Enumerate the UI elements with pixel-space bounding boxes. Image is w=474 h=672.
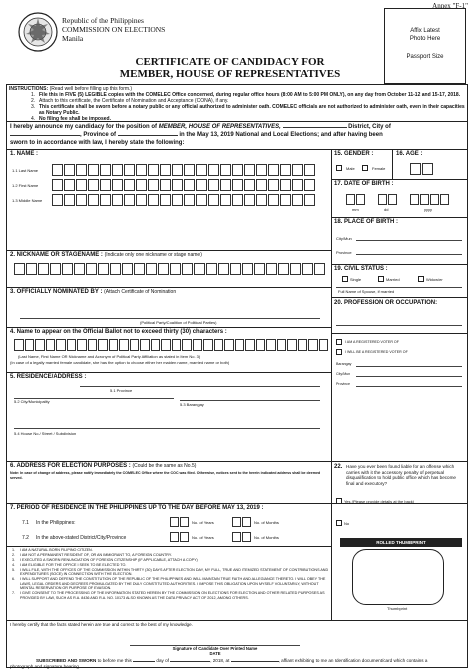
character-box[interactable] <box>35 339 45 351</box>
period-ph-years-field[interactable] <box>170 517 190 527</box>
oath-item: 5. I WILL FILE, WITH THE OFFICES OF THE COMMISSION WITHIN THIRTY (30) DAYS AFTER ELECTION DAY, MY FULL, TRUE AND ITEMIZED STATEMENT OF CONTRIBUTIONS AND EXPENDITURES (SOCE) IN CONNECTION WITH THE ELECTION. <box>12 568 329 577</box>
nickname-label: 2. NICKNAME OR STAGENAME : (Indicate only one nickname or stage name) <box>10 252 202 258</box>
character-box[interactable] <box>268 164 279 176</box>
character-box[interactable] <box>196 179 207 191</box>
q22-no-label: No <box>344 521 350 526</box>
character-box[interactable] <box>208 179 219 191</box>
first-name-field[interactable] <box>52 179 316 191</box>
character-box[interactable] <box>170 517 179 527</box>
character-box[interactable] <box>378 194 387 205</box>
married-checkbox[interactable] <box>378 276 384 282</box>
election-address-label: 6. ADDRESS FOR ELECTION PURPOSES : (Could be the same as No.5) <box>10 463 197 469</box>
character-box[interactable] <box>430 194 439 205</box>
title-line-2: MEMBER, HOUSE OF REPRESENTATIVES <box>119 68 341 80</box>
date-caption: DATE <box>209 651 221 656</box>
instr-num: 3. <box>31 104 36 110</box>
photo-box <box>384 8 466 84</box>
q22-yes-checkbox[interactable] <box>336 498 342 504</box>
character-box[interactable] <box>52 194 63 206</box>
character-box[interactable] <box>100 194 111 206</box>
middle-name-field[interactable] <box>52 194 316 206</box>
character-box[interactable] <box>304 179 315 191</box>
character-box[interactable] <box>203 339 213 351</box>
character-box[interactable] <box>232 194 243 206</box>
character-box[interactable] <box>124 164 135 176</box>
oath-item: 1. I AM A NATURAL BORN FILIPINO CITIZEN. <box>12 548 93 552</box>
character-box[interactable] <box>302 263 313 275</box>
age-label: 16. AGE : <box>396 151 423 157</box>
ballot-note: (In case of a legally married female candidate, she has the option to choose either her maiden name, married name or both) <box>10 360 230 365</box>
character-box[interactable] <box>242 263 253 275</box>
house-label: 5.4 House No./ Street / Subdivision <box>14 431 77 436</box>
character-box[interactable] <box>232 179 243 191</box>
character-box[interactable] <box>172 194 183 206</box>
last-name-field[interactable] <box>52 164 316 176</box>
voter-province-label: Province <box>336 382 350 386</box>
character-box[interactable] <box>98 339 108 351</box>
female-label: Female <box>372 166 386 171</box>
character-box[interactable] <box>220 179 231 191</box>
instr-num: 2. <box>31 98 36 104</box>
age-field[interactable] <box>410 163 434 175</box>
spouse-label: Full Name of Spouse, if married <box>338 289 395 294</box>
voter-barangay-label: Barangay <box>336 362 352 366</box>
character-box[interactable] <box>232 532 241 542</box>
character-box[interactable] <box>140 339 150 351</box>
character-box[interactable] <box>256 194 267 206</box>
thumbprint-box[interactable] <box>352 549 444 605</box>
comelec-seal <box>18 12 58 52</box>
character-box[interactable] <box>184 194 195 206</box>
character-box[interactable] <box>38 263 49 275</box>
character-box[interactable] <box>244 164 255 176</box>
character-box[interactable] <box>64 179 75 191</box>
character-box[interactable] <box>244 194 255 206</box>
character-box[interactable] <box>214 339 224 351</box>
character-box[interactable] <box>224 339 234 351</box>
pob-label: 18. PLACE OF BIRTH : <box>334 219 399 225</box>
character-box[interactable] <box>268 179 279 191</box>
character-box[interactable] <box>220 194 231 206</box>
character-box[interactable] <box>134 263 145 275</box>
period-district-months-field[interactable] <box>232 532 252 542</box>
character-box[interactable] <box>161 339 171 351</box>
sworn-text: SUBSCRIBED AND SWORN to before me this day of , 2018, at , affiant exhibiting to me an Identification document/card which contains a photograph and signature bearing <box>10 658 428 669</box>
instruction-3: This certificate shall be sworn before a notary public or any official authorized to administer oath. COMELEC officials are not authorized to administer oath, even in their capacities as Notary Public. <box>39 104 465 116</box>
character-box[interactable] <box>292 164 303 176</box>
period-ph-months-field[interactable] <box>232 517 252 527</box>
character-box[interactable] <box>304 164 315 176</box>
period-district-label: In the above-stated District/City/Province <box>36 535 127 541</box>
instructions-note: (Read well before filling up this form.) <box>49 86 133 92</box>
dob-label: 17. DATE OF BIRTH : <box>334 181 394 187</box>
character-box[interactable] <box>98 263 109 275</box>
character-box[interactable] <box>77 339 87 351</box>
widow-checkbox[interactable] <box>418 276 424 282</box>
announce-text-5: sworn to in accordance with law, I hereby state the following: <box>10 140 185 146</box>
voter-label-2: I WILL BE A REGISTERED VOTER OF <box>345 350 408 354</box>
character-box[interactable] <box>356 194 365 205</box>
pob-city-label: City/Mun <box>336 236 352 241</box>
oath-item: 4. I AM ELIGIBLE FOR THE OFFICE I SEEK TO BE ELECTED TO. <box>12 563 127 567</box>
character-box[interactable] <box>292 179 303 191</box>
character-box[interactable] <box>230 263 241 275</box>
dob-month-field[interactable] <box>346 194 366 205</box>
character-box[interactable] <box>298 339 308 351</box>
character-box[interactable] <box>100 164 111 176</box>
character-box[interactable] <box>148 194 159 206</box>
civil-status-label: 19. CIVIL STATUS : <box>334 266 388 272</box>
period-ph-label: In the Philippines: <box>36 520 76 526</box>
gender-label: 15. GENDER : <box>334 151 374 157</box>
oath-item: 2. I AM NOT A PERMANENT RESIDENT OF, OR AN IMMIGRANT TO, A FOREIGN COUNTRY. <box>12 553 172 557</box>
character-box[interactable] <box>280 164 291 176</box>
photo-text-2: Photo Here <box>409 36 441 42</box>
middle-name-label: 1.3 Middle Name <box>12 198 43 203</box>
character-box[interactable] <box>67 339 77 351</box>
oath-item: 6. I WILL SUPPORT AND DEFEND THE CONSTITUTION OF THE REPUBLIC OF THE PHILIPPINES AND WILL MAINTAIN TRUE FAITH AND ALLEGIANCE THERETO. I WILL OBEY THE LAWS, LEGAL ORDERS AND DECREES PROMULGATED BY THE DULY CONSTITUTED AUTHORITIES. I IMPOSE THIS OBLIGATION UPON MYSELF VOLUNTARILY, WITHOUT MENTAL RESERVATION OR PURPOSE OF EVASION. <box>12 577 326 591</box>
character-box[interactable] <box>292 194 303 206</box>
character-box[interactable] <box>26 263 37 275</box>
character-box[interactable] <box>56 339 66 351</box>
character-box[interactable] <box>146 263 157 275</box>
character-box[interactable] <box>64 164 75 176</box>
thumbprint-bar: ROLLED THUMBPRINT <box>340 538 462 547</box>
character-box[interactable] <box>206 263 217 275</box>
residence-label: 5. RESIDENCE/ADDRESS : <box>10 374 87 380</box>
character-box[interactable] <box>184 179 195 191</box>
character-box[interactable] <box>218 263 229 275</box>
oath-item: 3. I EXECUTED A SWORN RENUNCIATION OF FOREIGN CITIZENSHIP (IF APPLICABLE, ATTACH A COPY) <box>12 558 198 562</box>
character-box[interactable] <box>136 179 147 191</box>
character-box[interactable] <box>319 339 329 351</box>
years-label-2: No. of Years <box>192 535 214 540</box>
character-box[interactable] <box>160 194 171 206</box>
period-label: 7. PERIOD OF RESIDENCE IN THE PHILIPPINES UP TO THE DAY BEFORE MAY 13, 2019 : <box>10 505 264 511</box>
character-box[interactable] <box>151 339 161 351</box>
announce-text-4: in the May 13, 2019 National and Local Elections; and after having been <box>179 132 383 138</box>
character-box[interactable] <box>52 179 63 191</box>
character-box[interactable] <box>220 164 231 176</box>
certify-text: I hereby certify that the facts stated herein are true and correct to the best of my knowledge. <box>10 622 193 627</box>
character-box[interactable] <box>278 263 289 275</box>
female-checkbox[interactable] <box>362 165 368 171</box>
character-box[interactable] <box>268 194 279 206</box>
character-box[interactable] <box>182 339 192 351</box>
q22-num: 22. <box>334 464 343 470</box>
male-checkbox[interactable] <box>336 165 342 171</box>
character-box[interactable] <box>280 194 291 206</box>
barangay-label: 5.3 Barangay <box>180 402 204 407</box>
married-label: Married <box>386 277 400 282</box>
photo-text-3: Passport Size <box>406 54 444 60</box>
voter-label-1: I AM A REGISTERED VOTER OF <box>345 340 399 344</box>
character-box[interactable] <box>245 339 255 351</box>
character-box[interactable] <box>235 339 245 351</box>
province-label: 5.1 Province <box>110 388 133 393</box>
character-box[interactable] <box>74 263 85 275</box>
nickname-field[interactable] <box>14 263 326 275</box>
character-box[interactable] <box>346 194 355 205</box>
character-box[interactable] <box>304 194 315 206</box>
character-box[interactable] <box>122 263 133 275</box>
character-box[interactable] <box>172 164 183 176</box>
period-district-years-field[interactable] <box>170 532 190 542</box>
instructions-heading: INSTRUCTIONS: <box>9 86 49 92</box>
announce-text-1: I hereby announce my candidacy for the position of <box>10 124 158 130</box>
mm-label: mm <box>352 207 359 212</box>
city-text: Manila <box>62 34 84 43</box>
title-line-1: CERTIFICATE OF CANDIDACY FOR <box>135 56 325 68</box>
signature-caption: Signature of Candidate Over Printed Name <box>172 646 258 651</box>
single-label: Single <box>350 277 362 282</box>
male-label: Male <box>346 166 355 171</box>
character-box[interactable] <box>25 339 35 351</box>
character-box[interactable] <box>112 179 123 191</box>
character-box[interactable] <box>422 163 433 175</box>
character-box[interactable] <box>254 263 265 275</box>
character-box[interactable] <box>109 339 119 351</box>
agency-block <box>62 16 165 43</box>
instruction-1: File this in FIVE (5) LEGIBLE copies with the COMELEC Office concerned, during regular office hours (8:00 AM to 5:00 PM ONLY), on any day from October 11-12 and 15-17, 2018. <box>39 92 461 98</box>
character-box[interactable] <box>76 179 87 191</box>
character-box[interactable] <box>112 164 123 176</box>
character-box[interactable] <box>136 194 147 206</box>
character-box[interactable] <box>208 194 219 206</box>
character-box[interactable] <box>14 339 24 351</box>
oaths-list <box>12 548 330 601</box>
period-ph-num: 7.1 <box>22 520 29 526</box>
character-box[interactable] <box>180 532 189 542</box>
character-box[interactable] <box>172 339 182 351</box>
character-box[interactable] <box>244 179 255 191</box>
q22-text: Have you ever been found liable for an offense which carries with it the accessory penalty of perpetual disqualification to hold public office which has become final and executory? <box>346 464 456 486</box>
party-caption: (Political Party/Coalition of Political Parties) <box>140 320 217 325</box>
character-box[interactable] <box>180 517 189 527</box>
annex-label: Annex "F-1" <box>432 2 468 10</box>
character-box[interactable] <box>124 194 135 206</box>
character-box[interactable] <box>266 339 276 351</box>
dd-label: dd <box>384 207 389 212</box>
dob-year-field[interactable] <box>410 194 450 205</box>
single-checkbox[interactable] <box>342 276 348 282</box>
character-box[interactable] <box>184 164 195 176</box>
voter-city-label: City/Mun <box>336 372 351 376</box>
country-text: Republic of the Philippines <box>62 16 144 25</box>
character-box[interactable] <box>256 164 267 176</box>
months-label-2: No. of Months <box>254 535 279 540</box>
city-label: 5.2 City/Municipality <box>14 399 50 404</box>
character-box[interactable] <box>314 263 325 275</box>
character-box[interactable] <box>119 339 129 351</box>
character-box[interactable] <box>172 179 183 191</box>
character-box[interactable] <box>242 532 251 542</box>
character-box[interactable] <box>130 339 140 351</box>
character-box[interactable] <box>290 263 301 275</box>
character-box[interactable] <box>388 194 397 205</box>
q22-no-checkbox[interactable] <box>336 520 342 526</box>
character-box[interactable] <box>64 194 75 206</box>
character-box[interactable] <box>182 263 193 275</box>
first-name-label: 1.2 First Name <box>12 183 39 188</box>
form-title <box>80 56 380 80</box>
character-box[interactable] <box>14 263 25 275</box>
name-label: 1. NAME : <box>10 151 39 157</box>
ballot-name-field[interactable] <box>14 339 329 351</box>
announce-text-2: District, City of <box>348 124 391 130</box>
character-box[interactable] <box>277 339 287 351</box>
character-box[interactable] <box>420 194 429 205</box>
character-box[interactable] <box>170 263 181 275</box>
character-box[interactable] <box>242 517 251 527</box>
character-box[interactable] <box>76 164 87 176</box>
character-box[interactable] <box>46 339 56 351</box>
character-box[interactable] <box>88 179 99 191</box>
character-box[interactable] <box>52 164 63 176</box>
period-district-num: 7.2 <box>22 535 29 541</box>
months-label-1: No. of Months <box>254 520 279 525</box>
q22-yes-label: Yes (Please provide details at the back) <box>344 499 415 504</box>
ballot-caption: (Last Name, First Name OR Nickname and Acronym of Political Party Affiliation as stated in Item No. 3) <box>18 354 201 359</box>
voter-checkbox-1[interactable] <box>336 339 342 345</box>
character-box[interactable] <box>194 263 205 275</box>
character-box[interactable] <box>287 339 297 351</box>
character-box[interactable] <box>100 179 111 191</box>
agency-text: COMMISSION ON ELECTIONS <box>62 25 166 34</box>
character-box[interactable] <box>280 179 291 191</box>
widow-label: Widow/er <box>426 277 443 282</box>
character-box[interactable] <box>148 179 159 191</box>
character-box[interactable] <box>410 163 421 175</box>
character-box[interactable] <box>124 179 135 191</box>
nominated-label: 3. OFFICIALLY NOMINATED BY : (Attach Certificate of Nomination <box>10 289 177 295</box>
character-box[interactable] <box>232 517 241 527</box>
announce-text-3: , Province of <box>80 132 117 138</box>
photo-text-1: Affix Latest <box>410 28 440 34</box>
character-box[interactable] <box>256 339 266 351</box>
character-box[interactable] <box>88 194 99 206</box>
character-box[interactable] <box>160 164 171 176</box>
character-box[interactable] <box>196 194 207 206</box>
last-name-label: 1.1 Last Name <box>12 168 39 173</box>
character-box[interactable] <box>148 164 159 176</box>
character-box[interactable] <box>88 339 98 351</box>
character-box[interactable] <box>50 263 61 275</box>
character-box[interactable] <box>86 263 97 275</box>
pob-province-label: Province <box>336 250 352 255</box>
character-box[interactable] <box>112 194 123 206</box>
character-box[interactable] <box>256 179 267 191</box>
character-box[interactable] <box>158 263 169 275</box>
character-box[interactable] <box>160 179 171 191</box>
character-box[interactable] <box>110 263 121 275</box>
character-box[interactable] <box>193 339 203 351</box>
character-box[interactable] <box>170 532 179 542</box>
instructions-block <box>9 86 465 122</box>
character-box[interactable] <box>62 263 73 275</box>
character-box[interactable] <box>440 194 449 205</box>
character-box[interactable] <box>76 194 87 206</box>
character-box[interactable] <box>136 164 147 176</box>
character-box[interactable] <box>196 164 207 176</box>
instruction-4: No filing fee shall be imposed. <box>39 116 111 122</box>
yyyy-label: yyyy <box>424 207 432 212</box>
instr-num: 4. <box>31 116 36 122</box>
profession-label: 20. PROFESSION OR OCCUPATION: <box>334 300 438 306</box>
announcement <box>10 123 465 147</box>
instruction-2: Attach to this certificate, the Certificate of Nomination and Acceptance (CONA), if any. <box>39 98 229 104</box>
election-address-note: Note: In case of change of address, please notify immediately the COMELEC Office where the COC was filed. Otherwise, notices sent to the herein indicated address shall be deemed served. <box>10 471 321 480</box>
character-box[interactable] <box>208 164 219 176</box>
character-box[interactable] <box>266 263 277 275</box>
years-label-1: No. of Years <box>192 520 214 525</box>
character-box[interactable] <box>88 164 99 176</box>
ballot-name-label: 4. Name to appear on the Official Ballot not to exceed thirty (30) characters : <box>10 329 227 335</box>
thumbprint-label: Thumbprint <box>387 606 408 611</box>
character-box[interactable] <box>308 339 318 351</box>
voter-checkbox-2[interactable] <box>336 349 342 355</box>
dob-day-field[interactable] <box>378 194 398 205</box>
character-box[interactable] <box>232 164 243 176</box>
oath-item: 7. I GIVE CONSENT TO THE PROCESSING OF THE INFORMATION STATED HEREIN BY THE COMMISSION ON ELECTIONS FOR ELECTION AND OTHER RELATED PURPOSES AS PROVIDED BY LAW, SUCH AS R.A. 8436 AND R.A. NO. 10173 ALSO KNOWN AS THE DATA PRIVACY ACT OF 2012, AMONG OTHERS. <box>12 591 325 600</box>
announce-position: MEMBER, HOUSE OF REPRESENTATIVES, <box>158 124 281 130</box>
character-box[interactable] <box>410 194 419 205</box>
instr-num: 1. <box>31 92 36 98</box>
